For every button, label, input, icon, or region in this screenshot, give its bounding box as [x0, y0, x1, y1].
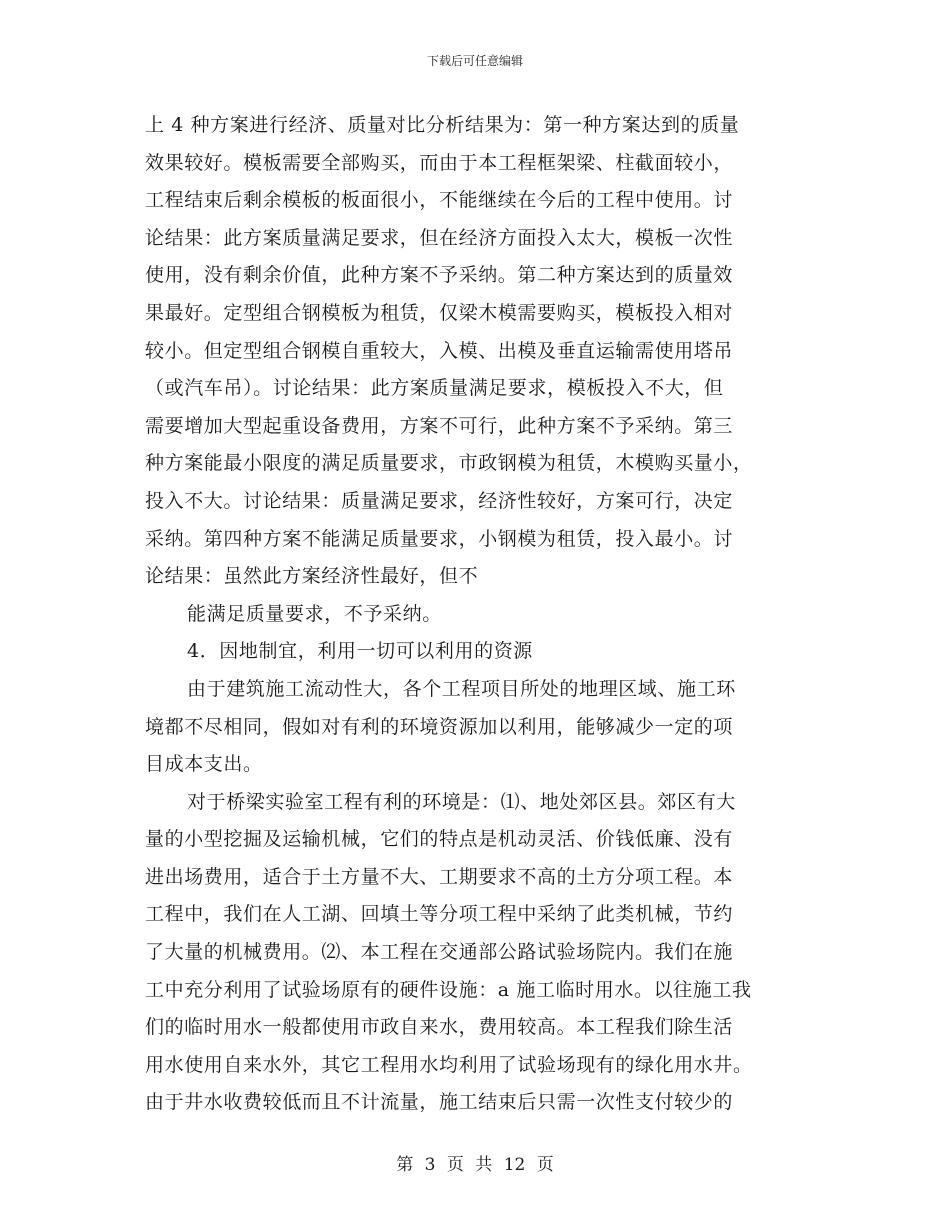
text-line: 论结果：此方案质量满足要求，但在经济方面投入太大，模板一次性 [145, 226, 734, 249]
text-line: 采纳。第四种方案不能满足质量要求，小钢模为租赁，投入最小。讨 [145, 527, 734, 550]
text-line: 用水使用自来水外，其它工程用水均利用了试验场现有的绿化用水井。 [145, 1053, 753, 1076]
text-line: 工程中，我们在人工湖、回填土等分项工程中采纳了此类机械，节约 [145, 903, 734, 926]
text-line: 果最好。定型组合钢模板为租赁，仅梁木模需要购买，模板投入相对 [145, 301, 734, 324]
text-line: 较小。但定型组合钢模自重较大，入模、出模及垂直运输需使用塔吊 [145, 339, 734, 362]
text-line: 境都不尽相同，假如对有利的环境资源加以利用，能够减少一定的项 [145, 715, 734, 738]
text-line: 工程结束后剩余模板的板面很小，不能继续在今后的工程中使用。讨 [145, 189, 734, 212]
text-line: 需要增加大型起重设备费用，方案不可行，此种方案不予采纳。第三 [145, 414, 734, 437]
text-line: 上 4 种方案进行经济、质量对比分析结果为：第一种方案达到的质量 [145, 114, 740, 136]
page-header: 下载后可任意编辑 [426, 54, 523, 68]
text-line: 种方案能最小限度的满足质量要求，市政钢模为租赁，木模购买量小， [145, 452, 753, 475]
text-line: 工中充分利用了试验场原有的硬件设施：a 施工临时用水。以往施工我 [145, 978, 752, 1001]
page-number-footer: 第 3 页 共 12 页 [396, 1155, 554, 1175]
text-line: 进出场费用，适合于土方量不大、工期要求不高的土方分项工程。本 [145, 865, 734, 888]
text-line: 效果较好。模板需要全部购买，而由于本工程框架梁、柱截面较小， [145, 151, 734, 174]
text-line: 论结果：虽然此方案经济性最好，但不 [145, 565, 479, 588]
text-line: 量的小型挖掘及运输机械，它们的特点是机动灵活、价钱低廉、没有 [145, 828, 734, 851]
body-text [145, 107, 810, 1122]
text-line: 投入不大。讨论结果：质量满足要求，经济性较好，方案可行，决定 [145, 489, 734, 512]
text-line: 使用，没有剩余价值，此种方案不予采纳。第二种方案达到的质量效 [145, 264, 734, 287]
paragraph-start-line: 对于桥梁实验室工程有利的环境是：⑴、地处郊区县。郊区有大 [187, 790, 736, 813]
text-line: 了大量的机械费用。⑵、本工程在交通部公路试验场院内。我们在施 [145, 941, 734, 964]
text-line: 由于井水收费较低而且不计流量，施工结束后只需一次性支付较少的 [145, 1091, 734, 1114]
text-line: 能满足质量要求，不予采纳。 [187, 602, 442, 625]
text-line: 目成本支出。 [145, 753, 263, 776]
text-line: （或汽车吊）。讨论结果：此方案质量满足要求，模板投入不大，但 [145, 377, 724, 400]
text-line: 们的临时用水一般都使用市政自来水，费用较高。本工程我们除生活 [145, 1016, 734, 1039]
paragraph-start-line: 由于建筑施工流动性大，各个工程项目所处的地理区域、施工环 [187, 677, 736, 700]
section-heading: 4．因地制宜，利用一切可以利用的资源 [187, 640, 533, 663]
